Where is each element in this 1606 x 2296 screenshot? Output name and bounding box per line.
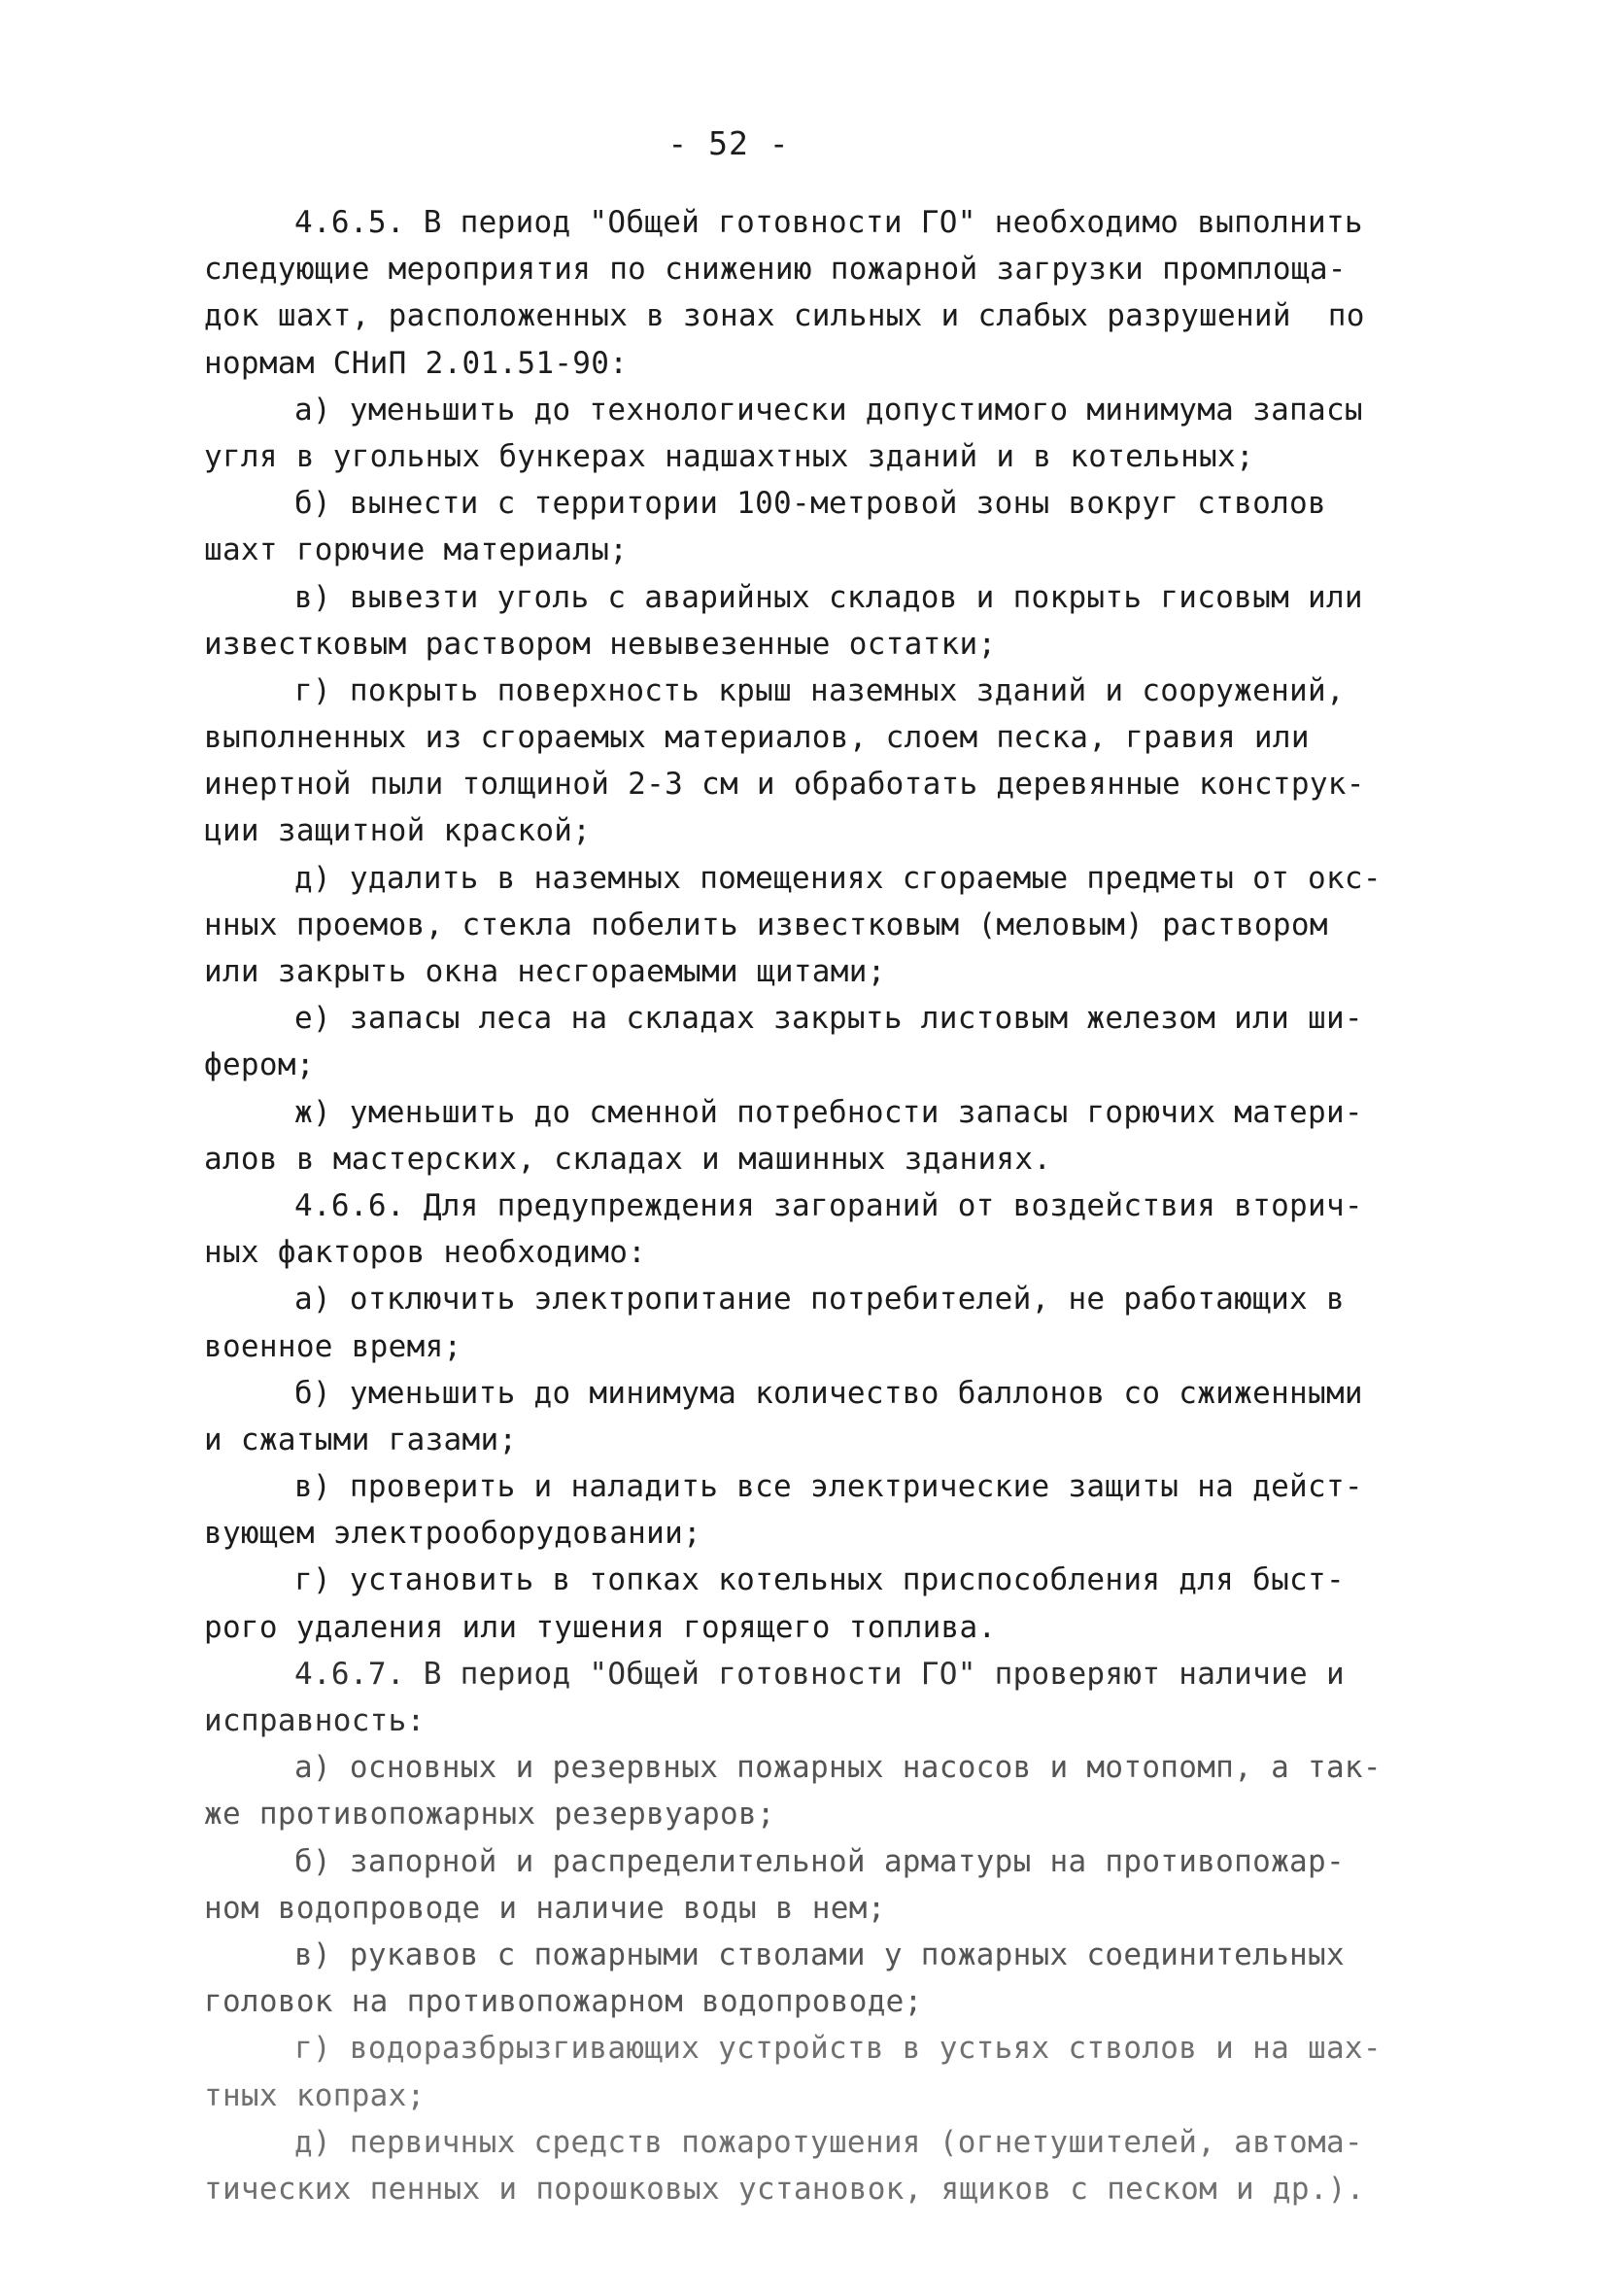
text-line: г) установить в топках котельных приспособления для быст- bbox=[294, 1562, 1345, 1598]
text-line: известковым раствором невывезенные остатки; bbox=[204, 626, 997, 662]
text-line: б) запорной и распределительной арматуры на противопожар- bbox=[294, 1843, 1345, 1879]
text-line: 4.6.5. В период "Общей готовности ГО" необходимо выполнить bbox=[294, 205, 1363, 240]
text-line: ных факторов необходимо: bbox=[204, 1235, 647, 1271]
page-number: - 52 - bbox=[667, 124, 790, 162]
text-line: шахт горючие материалы; bbox=[204, 532, 629, 568]
text-line: нормам СНиП 2.01.51-90: bbox=[204, 345, 629, 381]
text-line: и сжатыми газами; bbox=[204, 1422, 518, 1457]
text-line: выполненных из сгораемых материалов, слоем песка, гравия или bbox=[204, 720, 1310, 756]
text-line: г) водоразбрызгивающих устройств в устьях стволов и на шах- bbox=[294, 2031, 1382, 2067]
text-line: в) вывезти уголь с аварийных складов и покрыть гисовым или bbox=[294, 579, 1363, 615]
text-line: угля в угольных бункерах надшахтных зданий и в котельных; bbox=[204, 438, 1254, 474]
text-line: инертной пыли толщиной 2-3 см и обработать деревянные конструк- bbox=[204, 767, 1365, 803]
text-line: следующие мероприятия по снижению пожарной загрузки промплоща- bbox=[204, 252, 1347, 288]
text-line: ном водопроводе и наличие воды в нем; bbox=[204, 1890, 886, 1926]
text-line: б) уменьшить до минимума количество баллонов со сжиженными bbox=[294, 1375, 1363, 1411]
text-line: фером; bbox=[204, 1047, 315, 1083]
text-line: ции защитной краской; bbox=[204, 813, 592, 849]
text-line: док шахт, расположенных в зонах сильных и слабых разрушений по bbox=[204, 298, 1365, 334]
text-line: тных копрах; bbox=[204, 2077, 426, 2113]
text-line: а) отключить электропитание потребителей, не работающих в bbox=[294, 1282, 1345, 1318]
text-line: 4.6.7. В период "Общей готовности ГО" проверяют наличие и bbox=[294, 1656, 1345, 1692]
text-line: исправность: bbox=[204, 1703, 426, 1738]
text-line: головок на противопожарном водопроводе; bbox=[204, 1984, 923, 2020]
text-line: 4.6.6. Для предупреждения загораний от воздействия вторич- bbox=[294, 1187, 1363, 1223]
text-line: же противопожарных резервуаров; bbox=[204, 1797, 775, 1833]
text-line: алов в мастерских, складах и машинных зданиях. bbox=[204, 1141, 1052, 1177]
text-line: ж) уменьшить до сменной потребности запасы горючих матери- bbox=[294, 1094, 1363, 1130]
text-line: рого удаления или тушения горящего топлива. bbox=[204, 1609, 997, 1645]
text-line: военное время; bbox=[204, 1328, 462, 1364]
text-line: тических пенных и порошковых установок, ящиков с песком и др.). bbox=[204, 2171, 1365, 2207]
text-line: в) проверить и наладить все электрические защиты на дейст- bbox=[294, 1469, 1363, 1505]
text-line: нных проемов, стекла побелить известковым (меловым) раствором bbox=[204, 907, 1328, 942]
text-line: е) запасы леса на складах закрыть листовым железом или ши- bbox=[294, 1001, 1363, 1037]
text-line: д) удалить в наземных помещениях сгораемые предметы от окс- bbox=[294, 860, 1382, 896]
text-line: д) первичных средств пожаротушения (огнетушителей, автома- bbox=[294, 2124, 1363, 2160]
text-line: а) основных и резервных пожарных насосов и мотопомп, а так- bbox=[294, 1750, 1382, 1786]
text-line: г) покрыть поверхность крыш наземных зданий и сооружений, bbox=[294, 672, 1345, 708]
text-line: вующем электрооборудовании; bbox=[204, 1516, 702, 1552]
document-body bbox=[204, 199, 1418, 2212]
text-line: а) уменьшить до технологически допустимого минимума запасы bbox=[294, 392, 1363, 428]
text-line: б) вынести с территории 100-метровой зоны вокруг стволов bbox=[294, 486, 1326, 522]
text-line: или закрыть окна несгораемыми щитами; bbox=[204, 954, 886, 989]
text-line: в) рукавов с пожарными стволами у пожарных соединительных bbox=[294, 1936, 1345, 1972]
